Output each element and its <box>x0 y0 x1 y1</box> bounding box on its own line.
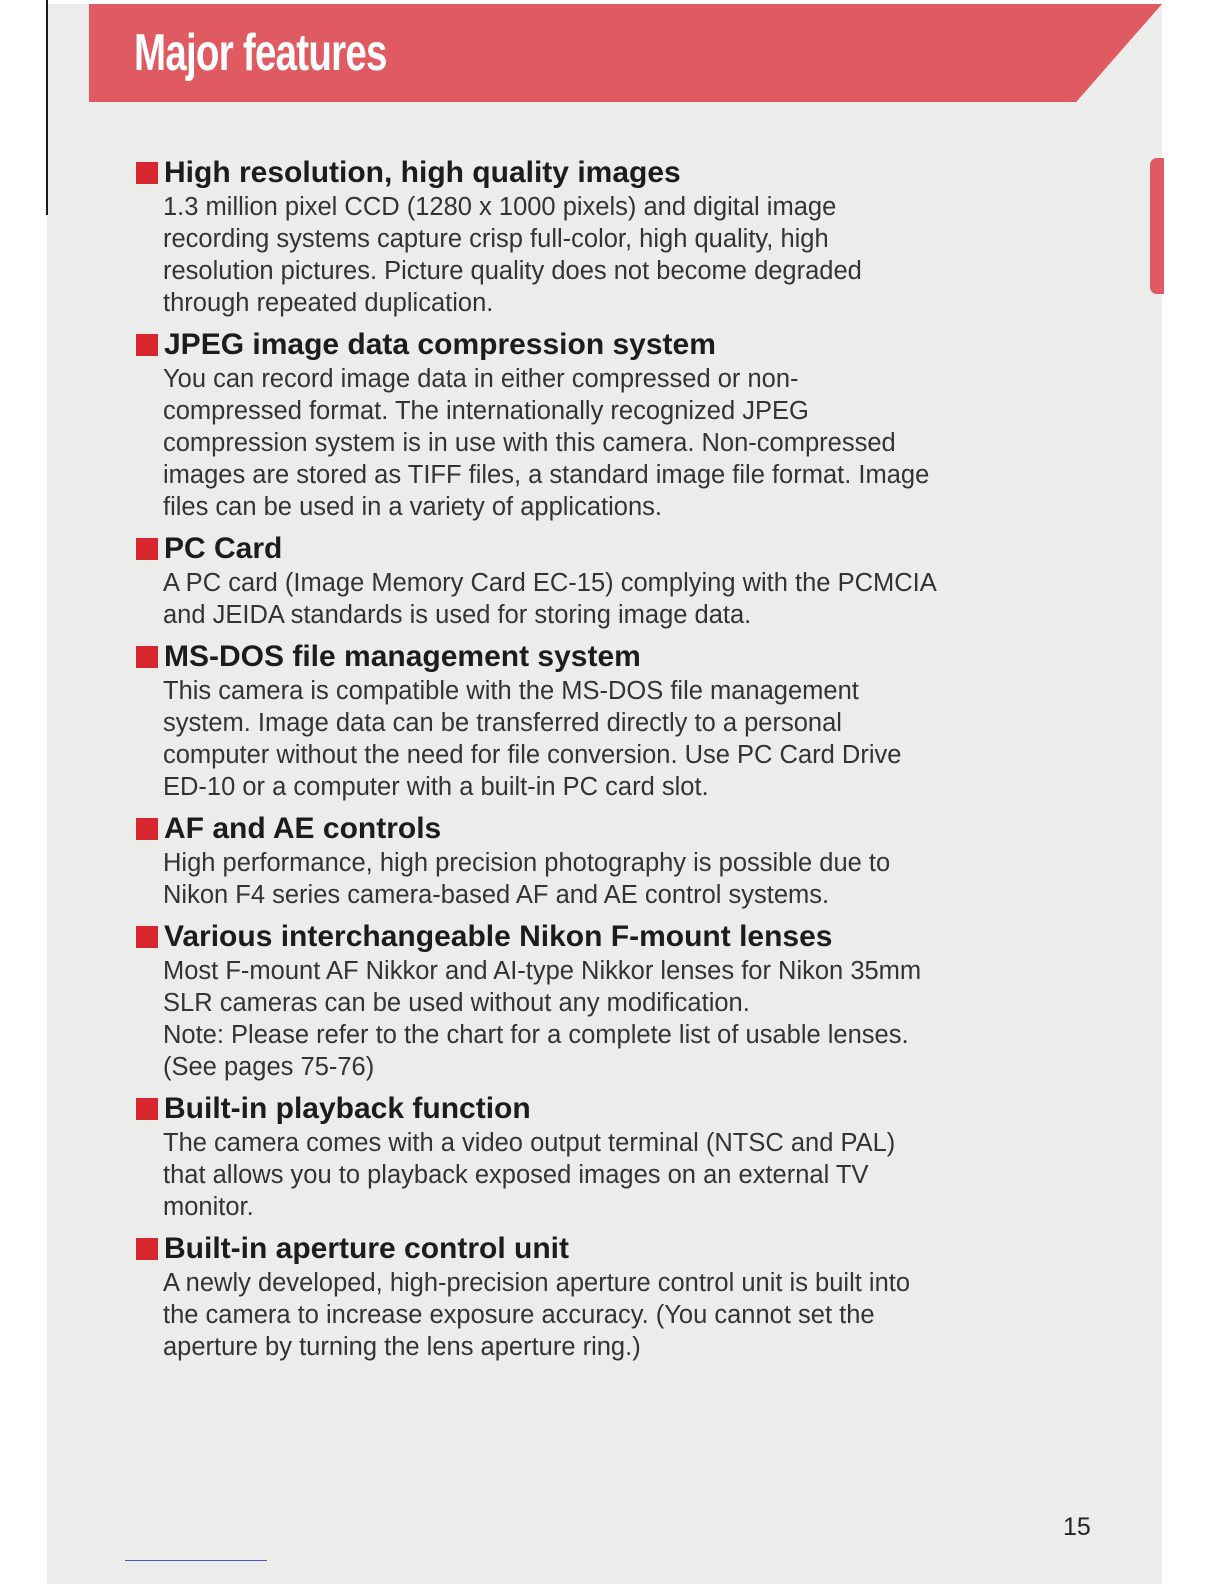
feature-heading <box>136 1231 1096 1267</box>
feature-item-pc-card <box>136 531 1096 631</box>
feature-item-playback <box>136 1091 1096 1223</box>
square-bullet-icon <box>136 162 158 184</box>
feature-heading <box>136 919 1096 955</box>
feature-item-jpeg-compression <box>136 327 1096 523</box>
feature-title: AF and AE controls <box>164 812 442 845</box>
square-bullet-icon <box>136 538 158 560</box>
square-bullet-icon <box>136 1098 158 1120</box>
feature-description: A PC card (Image Memory Card EC-15) complying with the PCMCIA and JEIDA standards is used for storing image data. <box>163 569 937 629</box>
feature-description: High performance, high precision photography is possible due to Nikon F4 series camera-based AF and AE control systems. <box>163 849 891 909</box>
feature-heading <box>136 155 1096 191</box>
bottom-edge-line <box>125 1560 267 1561</box>
feature-title: JPEG image data compression system <box>164 328 716 361</box>
feature-list <box>136 155 1096 1371</box>
square-bullet-icon <box>136 334 158 356</box>
feature-description: The camera comes with a video output terminal (NTSC and PAL) that allows you to playback exposed images on an external TV monitor. <box>163 1129 896 1221</box>
section-thumb-tab <box>1150 158 1164 294</box>
page-title: Major features <box>134 24 387 82</box>
feature-item-ms-dos <box>136 639 1096 803</box>
page-edge-rule <box>46 0 48 215</box>
page-number: 15 <box>1063 1513 1091 1541</box>
feature-description: You can record image data in either compressed or non- compressed format. The internationally recognized JPEG compression system is in use with this camera. Non-compressed images are stored as TIFF files, a standard image file format. Image files can be used in a variety of applications. <box>163 365 930 521</box>
feature-heading <box>136 327 1096 363</box>
feature-item-af-ae <box>136 811 1096 911</box>
feature-heading <box>136 531 1096 567</box>
feature-title: High resolution, high quality images <box>164 156 681 189</box>
feature-description: This camera is compatible with the MS-DOS file management system. Image data can be transferred directly to a personal computer without the need for file conversion. Use PC Card Drive ED-10 or a computer with a built-in PC card slot. <box>163 677 902 801</box>
feature-item-lenses <box>136 919 1096 1083</box>
square-bullet-icon <box>136 926 158 948</box>
square-bullet-icon <box>136 646 158 668</box>
feature-title: Various interchangeable Nikon F-mount lenses <box>164 920 833 953</box>
square-bullet-icon <box>136 1238 158 1260</box>
feature-description: 1.3 million pixel CCD (1280 x 1000 pixels) and digital image recording systems capture crisp full-color, high quality, high resolution pictures. Picture quality does not become degraded through repeated duplication. <box>163 193 862 317</box>
feature-title: MS-DOS file management system <box>164 640 641 673</box>
feature-heading <box>136 1091 1096 1127</box>
feature-heading <box>136 639 1096 675</box>
feature-description: A newly developed, high-precision aperture control unit is built into the camera to increase exposure accuracy. (You cannot set the aperture by turning the lens aperture ring.) <box>163 1269 911 1361</box>
feature-title: PC Card <box>164 532 283 565</box>
feature-title: Built-in aperture control unit <box>164 1232 569 1265</box>
feature-description: Most F-mount AF Nikkor and AI-type Nikkor lenses for Nikon 35mm SLR cameras can be used without any modification. Note: Please refer to the chart for a complete list of usable lenses. (See pages 75-76) <box>163 957 922 1081</box>
feature-title: Built-in playback function <box>164 1092 531 1125</box>
feature-item-high-resolution <box>136 155 1096 319</box>
feature-item-aperture-control <box>136 1231 1096 1363</box>
feature-heading <box>136 811 1096 847</box>
square-bullet-icon <box>136 818 158 840</box>
